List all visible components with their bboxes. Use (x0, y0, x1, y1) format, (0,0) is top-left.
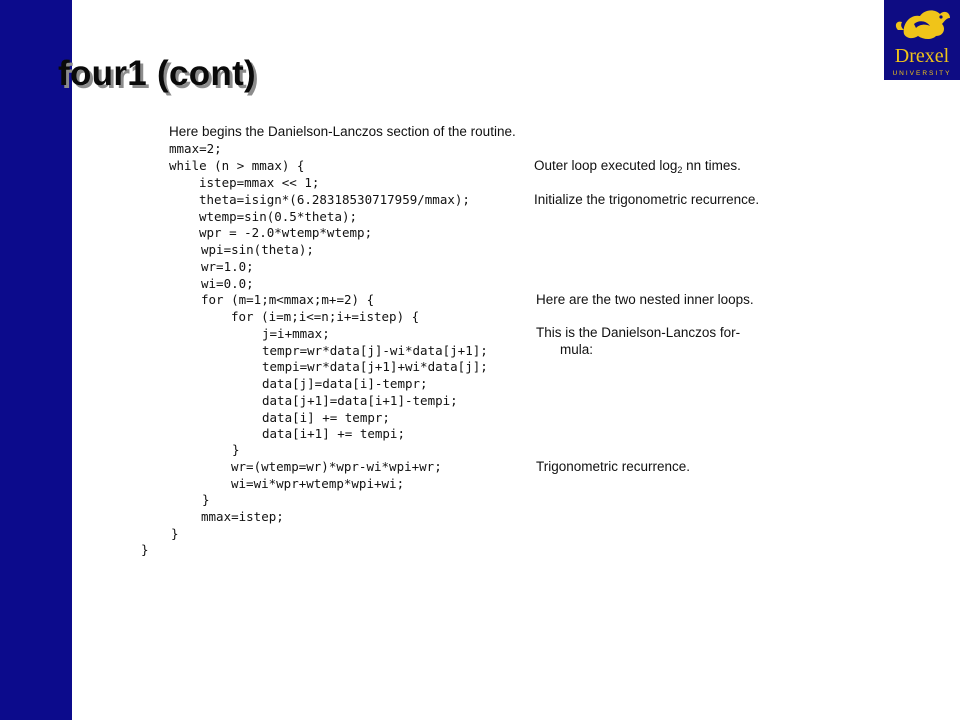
note-outer-loop (534, 158, 741, 178)
code-line: istep=mmax << 1; (199, 175, 320, 190)
note-trig-recurrence: Trigonometric recurrence. (536, 459, 691, 474)
code-line: } (141, 542, 149, 557)
code-line: theta=isign*(6.28318530717959/mmax); (199, 192, 470, 207)
code-line: data[i+1] += tempi; (262, 426, 405, 441)
left-sidebar (0, 0, 72, 720)
code-line: data[j+1]=data[i+1]-tempi; (262, 393, 458, 408)
dragon-icon (884, 0, 960, 80)
section-intro: Here begins the Danielson-Lanczos section of the routine. (169, 124, 516, 139)
code-line: j=i+mmax; (262, 326, 330, 341)
code-line: wr=1.0; (201, 259, 254, 274)
code-line: for (m=1;m<mmax;m+=2) { (201, 292, 375, 307)
code-line: tempr=wr*data[j]-wi*data[j+1]; (262, 343, 488, 358)
logo-subtitle: UNIVERSITY (892, 70, 952, 77)
note-inner-loops: Here are the two nested inner loops. (536, 292, 754, 307)
code-line: mmax=istep; (201, 509, 284, 524)
code-line: for (i=m;i<=n;i+=istep) { (231, 309, 420, 324)
code-line: wpi=sin(theta); (201, 242, 314, 257)
note-dl-formula-cont: mula: (560, 342, 594, 357)
code-line: wr=(wtemp=wr)*wpr-wi*wpi+wr; (231, 459, 442, 474)
code-line: wi=wi*wpr+wtemp*wpi+wi; (231, 476, 405, 491)
note-outer-loop-tail: nn times. (682, 158, 741, 173)
code-line: wpr = -2.0*wtemp*wtemp; (199, 225, 373, 240)
code-line: wi=0.0; (201, 276, 254, 291)
code-line: wtemp=sin(0.5*theta); (199, 209, 358, 224)
logo-wordmark: Drexel (894, 45, 950, 67)
code-line: tempi=wr*data[j+1]+wi*data[j]; (262, 359, 488, 374)
code-line: } (232, 442, 240, 457)
note-outer-loop-subscript: 2 (677, 165, 683, 175)
code-line: mmax=2; (169, 141, 222, 156)
note-outer-loop-text: Outer loop executed log (534, 158, 678, 173)
slide-title: four1 (cont) (58, 54, 257, 93)
code-line: } (171, 526, 179, 541)
code-line: data[j]=data[i]-tempr; (262, 376, 428, 391)
code-line: while (n > mmax) { (169, 158, 305, 173)
code-line: data[i] += tempr; (262, 410, 390, 425)
drexel-logo (884, 0, 960, 80)
note-dl-formula: This is the Danielson-Lanczos for- (536, 325, 741, 340)
note-trig-init: Initialize the trigonometric recurrence. (534, 192, 760, 207)
code-line: } (202, 492, 210, 507)
